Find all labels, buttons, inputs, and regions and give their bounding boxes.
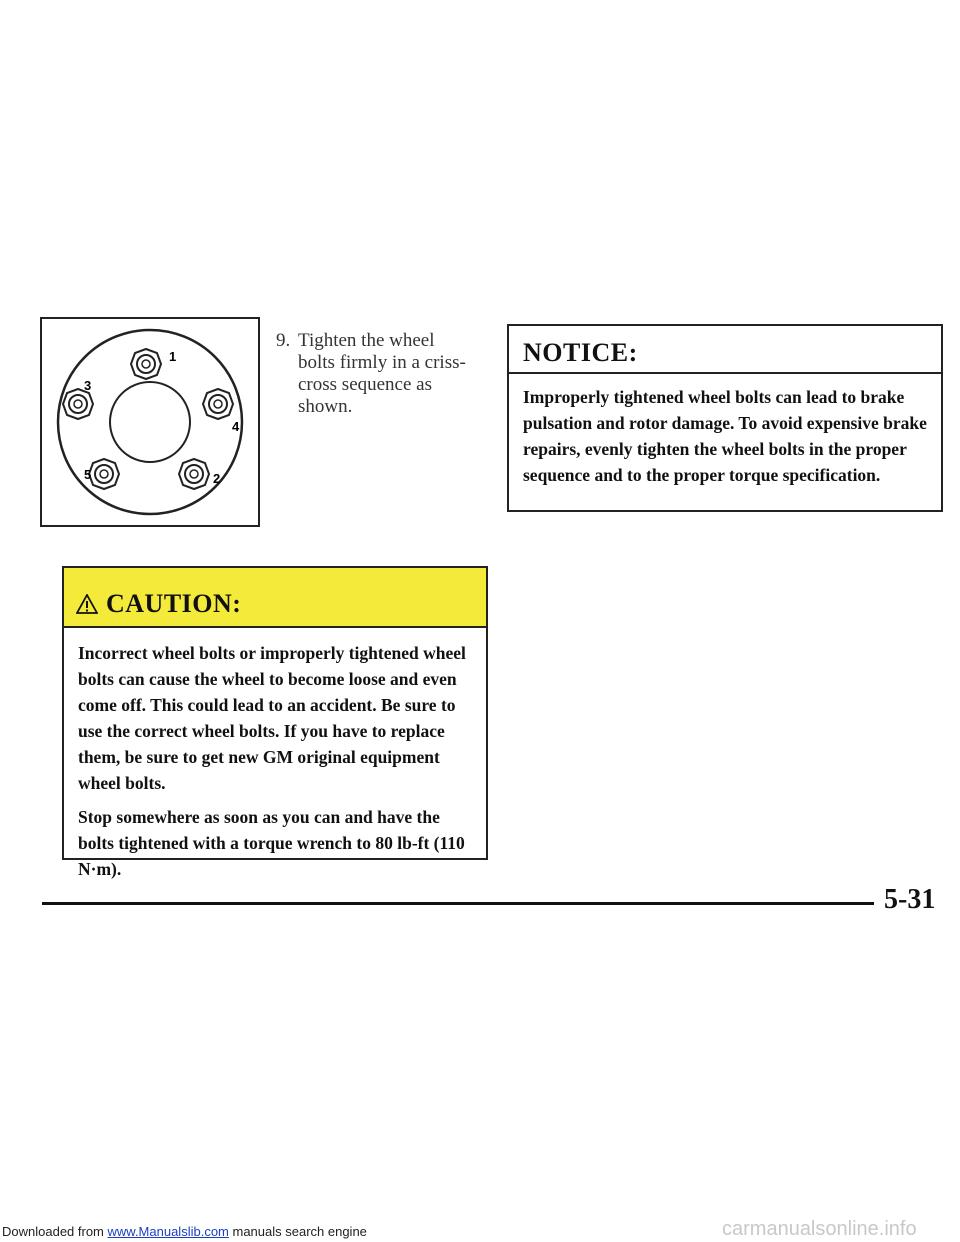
bolt-label-5: 5	[84, 467, 92, 482]
bolt-label-4: 4	[232, 419, 240, 434]
caution-title: CAUTION:	[106, 589, 242, 618]
footer-suffix: manuals search engine	[228, 1224, 367, 1239]
step-number: 9.	[276, 330, 291, 351]
bolt-label-1: 1	[169, 349, 177, 364]
wheel-diagram	[42, 319, 258, 525]
bolt-label-3: 3	[84, 378, 92, 393]
footer-rule	[42, 902, 874, 905]
bolt-label-2: 2	[213, 471, 221, 486]
caution-header	[64, 568, 486, 628]
wheel-bolt-sequence-figure	[40, 317, 260, 527]
notice-title: NOTICE:	[509, 326, 941, 374]
step-9	[276, 330, 476, 418]
caution-box	[62, 566, 488, 879]
download-footer	[2, 1224, 367, 1239]
step-text: Tighten the wheel bolts firmly in a criss-cross sequence as shown.	[298, 330, 466, 417]
warning-triangle-icon	[76, 594, 98, 614]
bolt-4-icon	[203, 389, 233, 419]
manualslib-link[interactable]: www.Manualslib.com	[107, 1224, 229, 1239]
watermark: carmanualsonline.info	[722, 1218, 917, 1240]
notice-body: Improperly tightened wheel bolts can lead to brake pulsation and rotor damage. To avoid expensive brake repairs, evenly tighten the wheel bolts in the proper sequence and to the proper torque specification.	[523, 387, 927, 485]
caution-body	[64, 628, 486, 882]
notice-box	[507, 324, 943, 512]
caution-paragraph-2: Stop somewhere as soon as you can and have the bolts tightened with a torque wrench to 80 lb-ft (110 N·m).	[78, 807, 465, 879]
bolt-5-icon	[89, 459, 119, 489]
bolt-1-icon	[131, 349, 161, 379]
bolt-2-icon	[179, 459, 209, 489]
footer-prefix: Downloaded from	[2, 1224, 108, 1239]
page-number: 5-31	[884, 884, 936, 915]
bolt-3-icon	[63, 389, 93, 419]
caution-paragraph-1: Incorrect wheel bolts or improperly tightened wheel bolts can cause the wheel to become loose and even come off. This could lead to an accident. Be sure to use the correct wheel bolts. If you have to replace them, be sure to get new GM original equipment wheel bolts.	[78, 643, 466, 793]
